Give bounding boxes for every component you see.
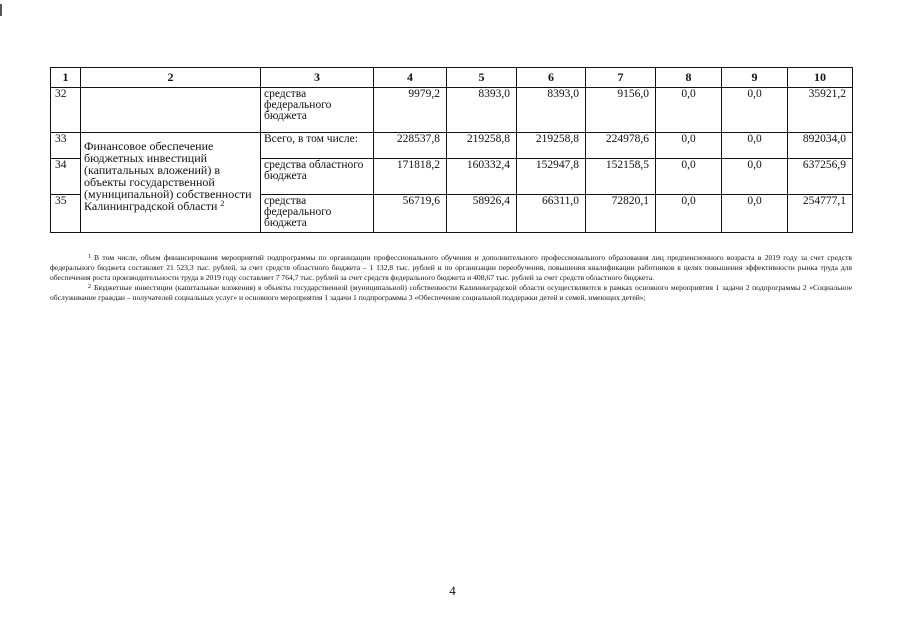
row-number: 33 <box>51 133 81 159</box>
value-cell: 152158,5 <box>586 159 656 195</box>
value-cell: 219258,8 <box>447 133 517 159</box>
footnote-text: Бюджетные инвестиции (капитальные вложения) в объекты государственной (муниципальной) собственности Калининградской области осуществляются в рамках основного мероприятия 1 задачи 2 подпрограммы 2 «Социальное обслуживание граждан – получателей социальных услуг» и основного мероприятия 1 задачи 1 подпрограммы 3 «Обеспечение социальной поддержки детей и семей, имеющих детей»; <box>50 283 852 302</box>
program-name: Финансовое обеспечение бюджетных инвестиций (капитальных вложений) в объекты государственной (муниципальной) собственности Калининградской области <box>84 139 252 213</box>
column-header: 2 <box>81 68 261 88</box>
value-cell: 0,0 <box>656 88 722 133</box>
value-cell: 56719,6 <box>374 195 447 233</box>
value-cell: 152947,8 <box>517 159 586 195</box>
budget-table <box>50 67 853 233</box>
total-cell: 35921,2 <box>788 88 853 133</box>
value-cell: 224978,6 <box>586 133 656 159</box>
row-number: 32 <box>51 88 81 133</box>
page-number: 4 <box>449 583 456 598</box>
column-header: 7 <box>586 68 656 88</box>
value-cell: 0,0 <box>656 133 722 159</box>
column-header: 5 <box>447 68 517 88</box>
funding-source: средства федерального бюджета <box>261 88 374 133</box>
column-header: 10 <box>788 68 853 88</box>
value-cell: 9979,2 <box>374 88 447 133</box>
total-cell: 254777,1 <box>788 195 853 233</box>
footnote-text: В том числе, объем финансирования мероприятий подпрограммы по организации профессионального обучения и дополнительного профессионального образования лиц предпенсионного возраста в 2019 году за счет средств федерального бюджета составляет 21 523,3 тыс. рублей, за счет средств областного бюджета – 1 132,8 тыс. рублей и по организации переобучения, повышения квалификации работников в целях повышения эффективности рынка труда для обеспечения роста производительности труда в 2019 году составляет 7 764,7 тыс. рублей за счет средств федерального бюджета и 408,67 тыс. рублей за счет средств областного бюджета. <box>50 253 852 282</box>
value-cell: 171818,2 <box>374 159 447 195</box>
value-cell: 0,0 <box>722 133 788 159</box>
column-header: 6 <box>517 68 586 88</box>
column-header: 1 <box>51 68 81 88</box>
row-number: 34 <box>51 159 81 195</box>
table-header-row <box>51 68 853 88</box>
table-row <box>51 88 853 133</box>
value-cell: 8393,0 <box>517 88 586 133</box>
value-cell: 9156,0 <box>586 88 656 133</box>
column-header: 8 <box>656 68 722 88</box>
footnote-2 <box>50 283 852 303</box>
value-cell: 0,0 <box>722 195 788 233</box>
footnote-mark: 2 <box>88 284 91 290</box>
column-header: 4 <box>374 68 447 88</box>
column-header: 9 <box>722 68 788 88</box>
value-cell: 219258,8 <box>517 133 586 159</box>
funding-source: средства федерального бюджета <box>261 195 374 233</box>
value-cell: 228537,8 <box>374 133 447 159</box>
value-cell: 8393,0 <box>447 88 517 133</box>
value-cell: 0,0 <box>656 159 722 195</box>
value-cell: 160332,4 <box>447 159 517 195</box>
value-cell: 0,0 <box>656 195 722 233</box>
footnote-ref: 2 <box>220 199 225 208</box>
total-cell: 892034,0 <box>788 133 853 159</box>
scan-edge-mark <box>0 4 2 16</box>
funding-source: Всего, в том числе: <box>261 133 374 159</box>
table-row <box>51 133 853 159</box>
value-cell: 0,0 <box>722 159 788 195</box>
column-header: 3 <box>261 68 374 88</box>
footnotes <box>50 253 852 303</box>
value-cell: 72820,1 <box>586 195 656 233</box>
value-cell: 58926,4 <box>447 195 517 233</box>
empty-name-cell <box>81 88 261 133</box>
program-name-cell <box>81 133 261 233</box>
footnote-mark: 1 <box>88 254 91 260</box>
footnote-1 <box>50 253 852 283</box>
funding-source: средства областного бюджета <box>261 159 374 195</box>
value-cell: 0,0 <box>722 88 788 133</box>
value-cell: 66311,0 <box>517 195 586 233</box>
total-cell: 637256,9 <box>788 159 853 195</box>
row-number: 35 <box>51 195 81 233</box>
